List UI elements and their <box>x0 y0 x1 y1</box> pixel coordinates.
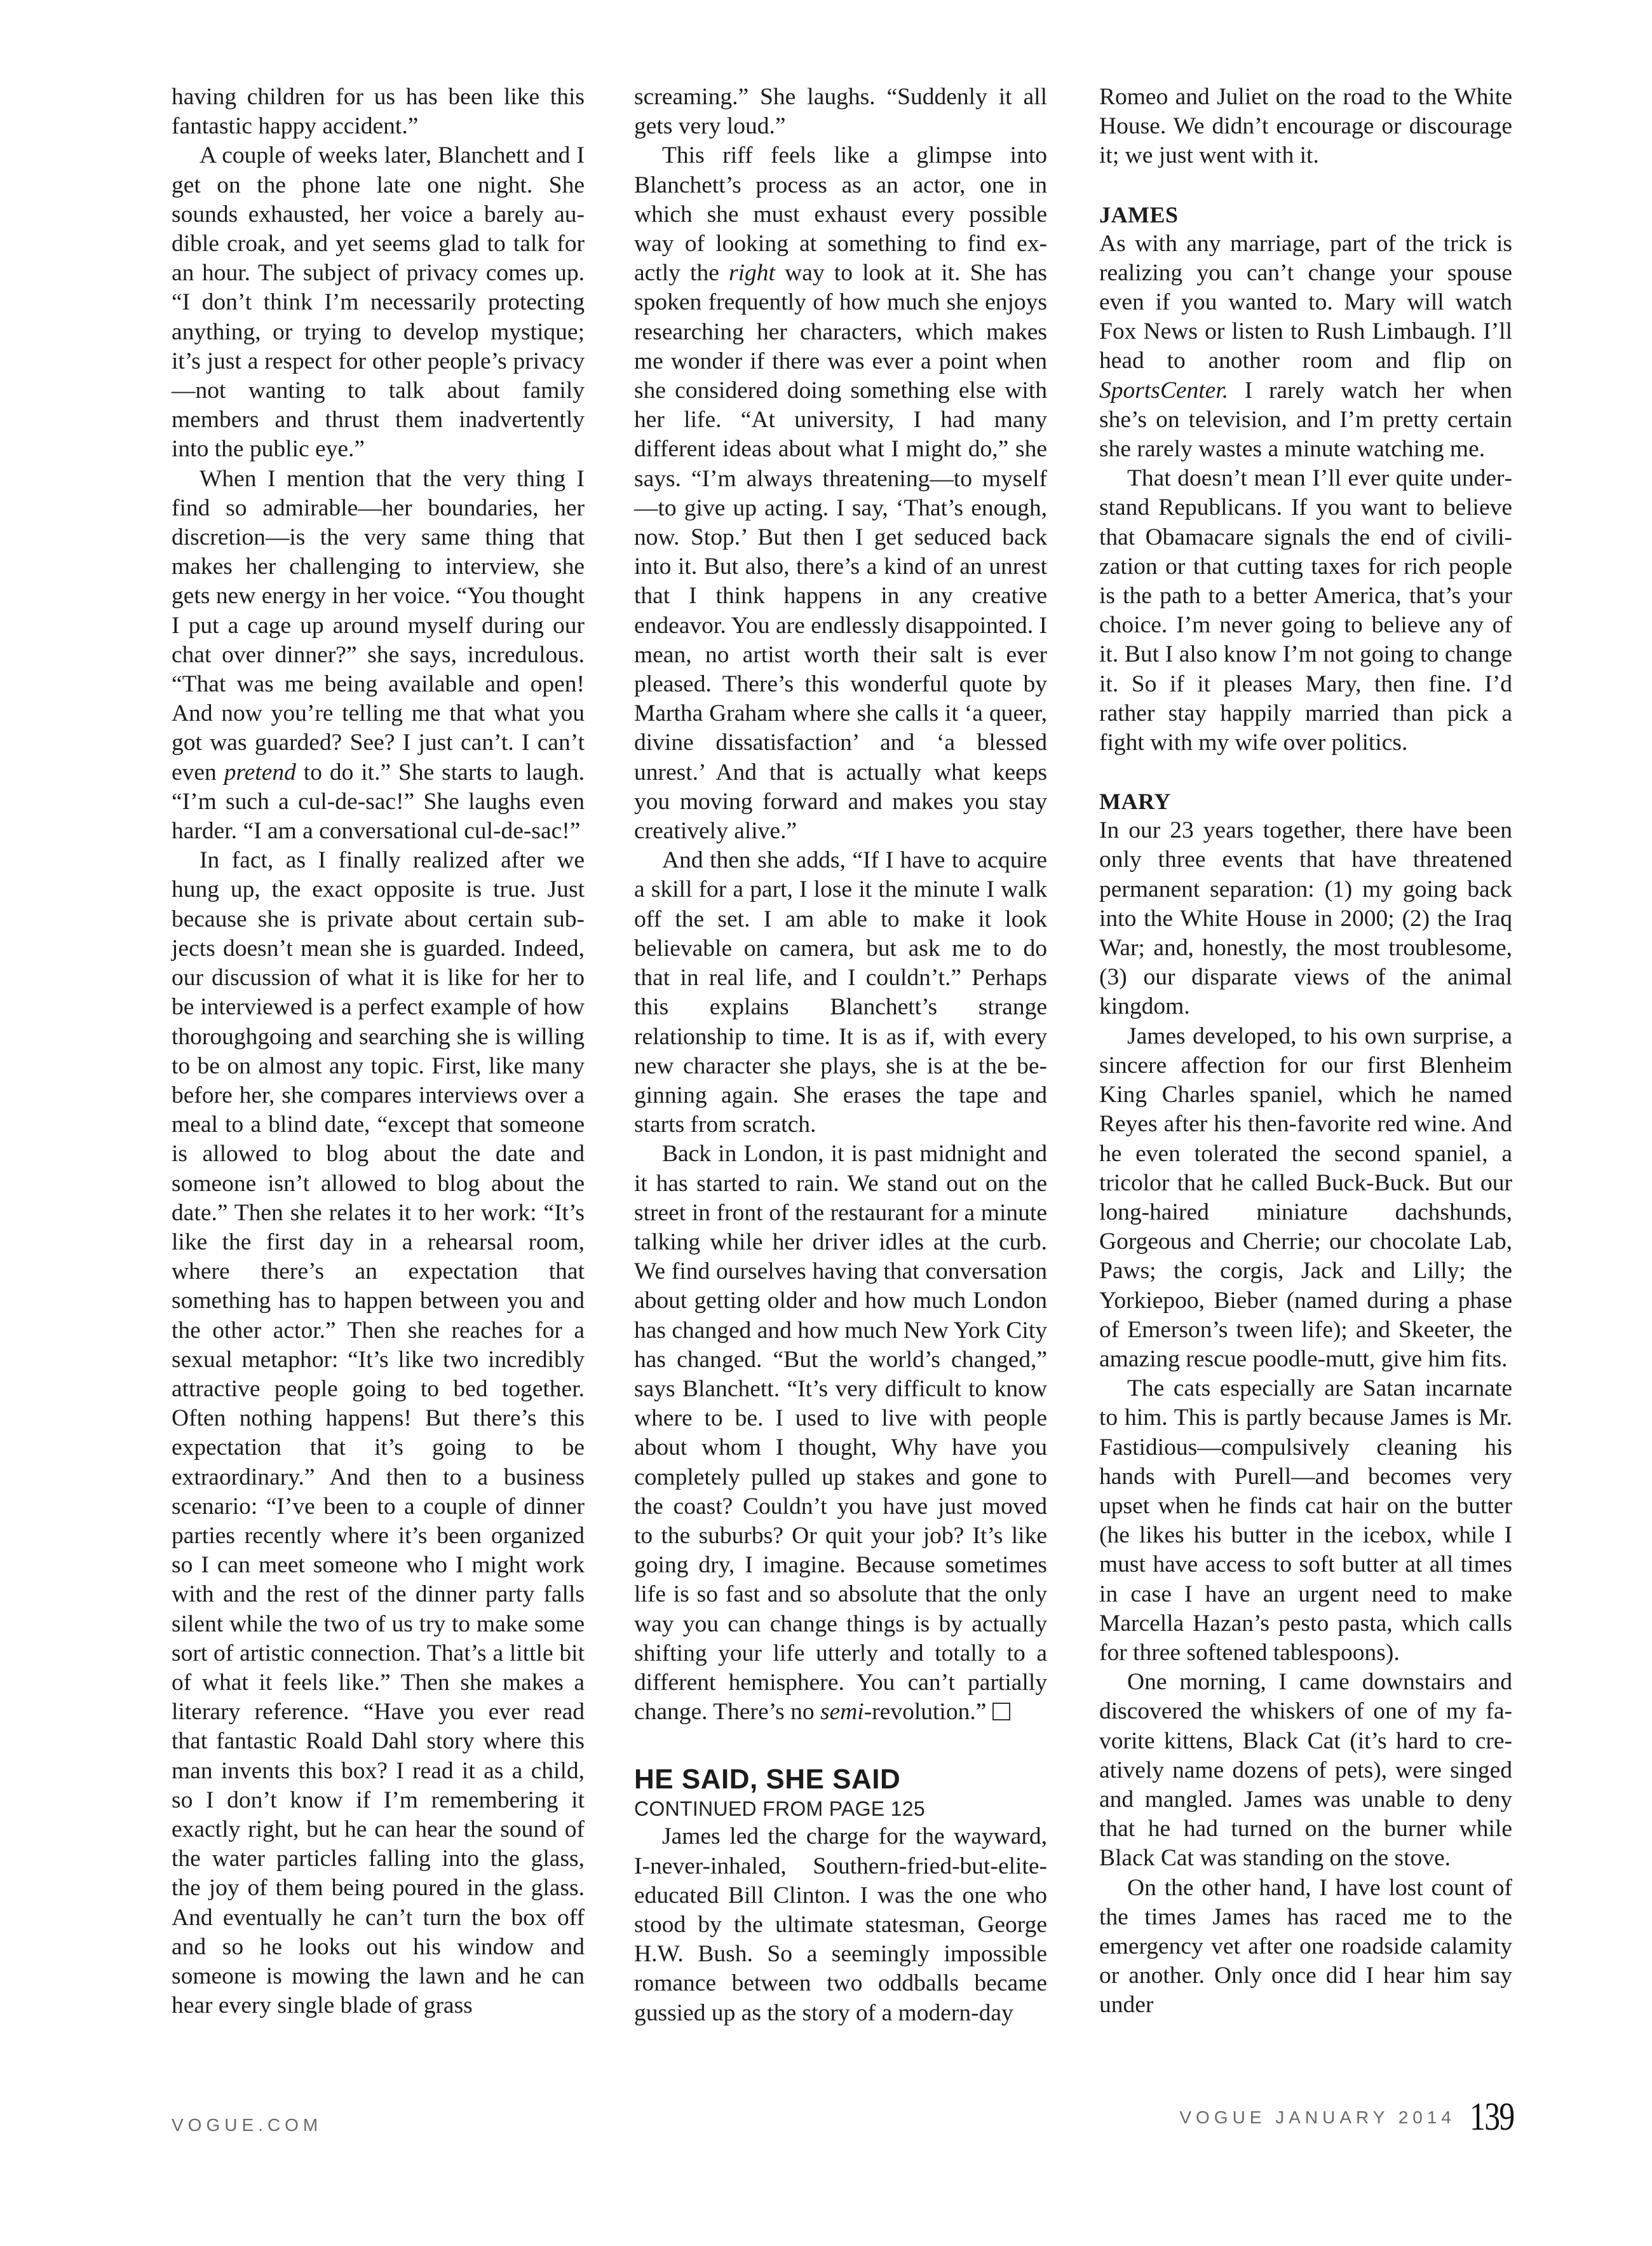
article-paragraph: On the other hand, I have lost count of the times James has raced me to the emergency vet after one roadside calamity or another. Only once did I hear him say under <box>1099 1874 1512 2018</box>
article-paragraph: James led the charge for the wayward, I-never-inhaled, Southern-fried-but-elite-educated Bill Clinton. I was the one who stood by the ultimate statesman, George H.W. Bush. So a seemingly impossible romance between two oddballs became gussied up as the story of a modern-day <box>634 1823 1047 2026</box>
article-paragraph: As with any marriage, part of the trick is realizing you can’t change your spouse even if you wanted to. Mary will watch Fox News or listen to Rush Limbaugh. I’ll head to another room and flip on SportsCenter. I rarely watch her when she’s on television, and I’m pretty certain she rarely wastes a minute watching me. <box>1099 230 1512 463</box>
article-paragraph: And then she adds, “If I have to acquire a skill for a part, I lose it the minute I walk off the set. I am able to make it look believable on camera, but ask me to do that in real life, and I couldn’t.” Perhaps this explains Blanchett’s strange relationship to time. It is as if, with every new character she plays, she is at the beginning again. She erases the tape and starts from scratch. <box>634 847 1047 1138</box>
article-column-1 <box>172 83 585 2020</box>
section-heading: HE SAID, SHE SAID <box>634 1764 901 1795</box>
article-paragraph: That doesn’t mean I’ll ever quite understand Republicans. If you want to believe that Obamacare signals the end of civilization or that cutting taxes for rich people is the path to a better America, that’s your choice. I’m never going to believe any of it. But I also know I’m not going to change it. So if it pleases Mary, then fine. I’d rather stay happily married than pick a fight with my wife over politics. <box>1099 465 1512 756</box>
footer-issue-date: VOGUE JANUARY 2014 <box>1179 2107 1456 2127</box>
footer-folio <box>1179 2097 1525 2137</box>
article-paragraph: James developed, to his own surprise, a sincere affection for our first Blenheim King Charles spaniel, which he named Reyes after his then-favorite red wine. And he even tolerated the second spaniel, a tricolor that he called Buck-Buck. But our long-haired miniature dachshunds, Gorgeous and Cherrie; our chocolate Lab, Paws; the corgis, Jack and Lilly; the Yorkiepoo, Bieber (named during a phase of Emerson’s tween life); and Skeeter, the amazing rescue poodle-mutt, give him fits. <box>1099 1023 1512 1372</box>
article-paragraph: A couple of weeks later, Blanchett and I get on the phone late one night. She sounds exhausted, her voice a barely audible croak, and yet seems glad to talk for an hour. The subject of privacy comes up. “I don’t think I’m necessarily protecting anything, or trying to develop mystique; it’s just a respect for other people’s privacy—not wanting to talk about family members and thrust them inadvertently into the public eye.” <box>172 142 585 463</box>
article-column-2 <box>634 83 1047 2028</box>
article-paragraph: Back in London, it is past midnight and it has started to rain. We stand out on the street in front of the restaurant for a minute talking while her driver idles at the curb. We find ourselves having that conversation about getting older and how much London has changed and how much New York City has changed. “But the world’s changed,” says Blanchett. “It’s very difficult to know where to be. I used to live with people about whom I thought, Why have you completely pulled up stakes and gone to the coast? Couldn’t you have just moved to the suburbs? Or quit your job? It’s like going dry, I imagine. Because sometimes life is so fast and so absolute that the only way you can change things is by actually shifting your life utterly and totally to a different hemisphere. You can’t partially change. There’s no semi-revolution.” <box>634 1141 1047 1725</box>
speaker-heading: JAMES <box>1099 201 1179 228</box>
article-paragraph: having children for us has been like this fantastic happy accident.” <box>172 84 585 140</box>
speaker-heading: MARY <box>1099 789 1171 815</box>
article-column-3 <box>1099 83 1512 2020</box>
article-paragraph: One morning, I came downstairs and discovered the whiskers of one of my favorite kittens, Black Cat (it’s hard to creatively name dozens of pets), were singed and mangled. James was unable to deny that he had turned on the burner while Black Cat was standing on the stove. <box>1099 1669 1512 1872</box>
continued-from-label: CONTINUED FROM PAGE 125 <box>634 1797 925 1821</box>
page-number: 139 <box>1470 2095 1514 2139</box>
end-of-story-mark-icon <box>992 1703 1010 1720</box>
article-paragraph: When I mention that the very thing I find so admirable—her boundaries, her discretion—is the very same thing that makes her challenging to interview, she gets new energy in her voice. “You thought I put a cage up around myself during our chat over dinner?” she says, incredulous. “That was me being available and open! And now you’re telling me that what you got was guarded? See? I just can’t. I can’t even pretend to do it.” She starts to laugh. “I’m such a cul-de-sac!” She laughs even harder. “I am a conversational cul-de-sac!” <box>172 465 585 845</box>
article-paragraph: screaming.” She laughs. “Suddenly it all gets very loud.” <box>634 84 1047 140</box>
footer-website: VOGUE.COM <box>172 2115 323 2135</box>
article-paragraph: In fact, as I finally realized after we hung up, the exact opposite is true. Just because she is private about certain subjects doesn’t mean she is guarded. Indeed, our discussion of what it is like for her to be interviewed is a perfect example of how thoroughgoing and searching she is willing to be on almost any topic. First, like many before her, she compares interviews over a meal to a blind date, “except that someone is allowed to blog about the date and someone isn’t allowed to blog about the date.” Then she relates it to her work: “It’s like the first day in a rehearsal room, where there’s an expectation that something has to happen between you and the other actor.” Then she reaches for a sexual metaphor: “It’s like two incredibly attractive people going to bed together. Often nothing happens! But there’s this expectation that it’s going to be extraordinary.” And then to a business scenario: “I’ve been to a couple of dinner parties recently where it’s been organized so I can meet someone who I might work with and the rest of the dinner party falls silent while the two of us try to make some sort of artistic connection. That’s a little bit of what it feels like.” Then she makes a literary reference. “Have you ever read that fantastic Roald Dahl story where this man invents this box? I read it as a child, so I don’t know if I’m remembering it exactly right, but he can hear the sound of the water particles falling into the glass, the joy of them being poured in the glass. And eventually he can’t turn the box off and so he looks out his window and someone is mowing the lawn and he can hear every single blade of grass <box>172 847 585 2019</box>
article-paragraph: This riff feels like a glimpse into Blanchett’s process as an actor, one in which she must exhaust every possible way of looking at something to find exactly the right way to look at it. She has spoken frequently of how much she enjoys researching her characters, which makes me wonder if there was ever a point when she considered doing something else with her life. “At university, I had many different ideas about what I might do,” she says. “I’m always threatening—to myself—to give up acting. I say, ‘That’s enough, now. Stop.’ But then I get seduced back into it. But also, there’s a kind of an unrest that I think happens in any creative endeavor. You are endlessly disappointed. I mean, no artist worth their salt is ever pleased. There’s this wonderful quote by Martha Graham where she calls it ‘a queer, divine dissatisfaction’ and ‘a blessed unrest.’ And that is actually what keeps you moving forward and makes you stay creatively alive.” <box>634 142 1047 845</box>
article-paragraph: The cats especially are Satan incarnate to him. This is partly because James is Mr. Fastidious—compulsively cleaning his hands with Purell—and becomes very upset when he finds cat hair on the butter (he likes his butter in the icebox, while I must have access to soft butter at all times in case I have an urgent need to make Marcella Hazan’s pesto pasta, which calls for three softened tablespoons). <box>1099 1375 1512 1666</box>
article-paragraph: In our 23 years together, there have been only three events that have threatened permanent separation: (1) my going back into the White House in 2000; (2) the Iraq War; and, honestly, the most troublesome, (3) our disparate views of the animal kingdom. <box>1099 817 1512 1020</box>
article-paragraph: Romeo and Juliet on the road to the White House. We didn’t encourage or discourage it; we just went with it. <box>1099 84 1512 169</box>
